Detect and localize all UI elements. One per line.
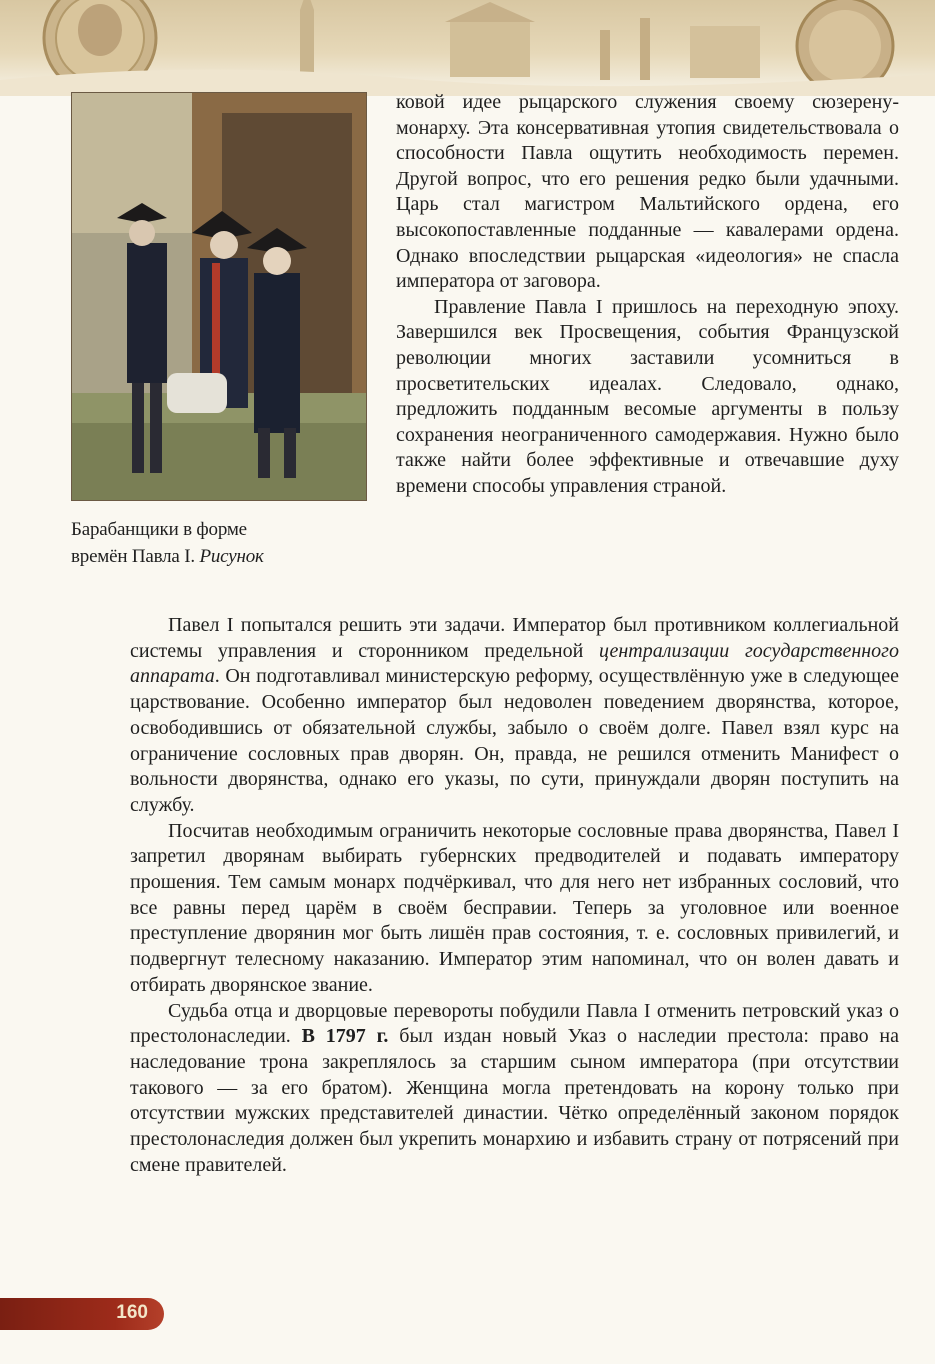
paragraph-centralization — [130, 613, 899, 819]
page-number: 160 — [116, 1302, 148, 1323]
paragraph-continuation: ковой идее рыцарского служения своему сюзерену-монарху. Эта консервативная утопия свидетельствовала о способности Павла ощутить необходимость перемен. Другой вопрос, что его решения редко были удачными. Царь стал магистром Мальтийского ордена, его высокопоставленные подданные — кавалерами ордена. Однако впоследствии рыцарская «идеология» не спасла императора от заговора. — [396, 91, 899, 293]
paragraph-text: Судьба отца и дворцовые перевороты побудили Павла I отменить петровский указ о престолонаследии. — [130, 999, 899, 1048]
page-number-tab — [0, 1298, 164, 1330]
paragraph-text: . Он подготавливал министерскую реформу, осуществлённую уже в следующее царствование. Особенно император был недоволен поведением дворянства, которое, освободившись от обязательной службы, забыло о своём долге. Павел взял курс на ограничение сословных прав дворян. Он, правда, не решился отменить Манифест о вольности дворянства, однако его указы, по сути, принуждали дворян поступить на службу. — [130, 665, 899, 816]
emphasized-term: централизации государственного аппарата — [130, 639, 899, 688]
historical-collage-ornament — [0, 0, 935, 96]
paragraph-nobility-rights: Посчитав необходимым ограничить некоторые сословные права дворянства, Павел I запретил дворянам выбирать губернских предводителей и подавать императору прошения. Тем самым монарх подчёркивал, что для него нет избранных сословий, что все равны перед царём в своём бесправии. Теперь за уголовное или военное преступление дворянин мог быть лишён прав состояния, т. е. сословных привилегий, и подвергнут телесному наказанию. Император этим напоминал, что он волен давать и отбирать дворянское звание. — [130, 819, 899, 996]
caption-line-1: Барабанщики в форме — [71, 519, 247, 540]
paragraph-text: был издан новый Указ о наследии престола: право на наследование трона закреплялось за старшим сыном императора (при отсутствии такового — за его братом). Женщина могла претендовать на корону только при отсутствии мужских представителей династии. Чётко определённый законом порядок престолонаследия должен был укрепить монархию и избавить страну от потрясений при смене правителей. — [130, 1025, 900, 1176]
main-body-text — [130, 613, 899, 1178]
paragraph-text: Павел I попытался решить эти задачи. Император был противником коллегиальной системы управления и сторонником предельной — [130, 614, 899, 662]
caption-line-2 — [71, 543, 361, 570]
decorative-header-band — [0, 0, 935, 96]
drummers-illustration — [71, 92, 367, 501]
paragraph-succession-law — [130, 999, 899, 1179]
right-column-text — [396, 90, 899, 500]
paragraph-reign-of-paul: Правление Павла I пришлось на переходную эпоху. Завершился век Просвещения, события Французской революции многих заставили усомниться в просветительских идеалах. Следовало, однако, предложить подданным весомые аргументы в пользу сохранения неограниченного самодержавия. Нужно было также найти более эффективные и отвечавшие духу времени способы управления страной. — [396, 295, 899, 497]
caption-text: времён Павла I. — [71, 546, 200, 567]
figure-caption — [71, 516, 361, 570]
caption-figure-type: Рисунок — [199, 546, 264, 567]
highlighted-date: В 1797 г. — [301, 1025, 389, 1048]
